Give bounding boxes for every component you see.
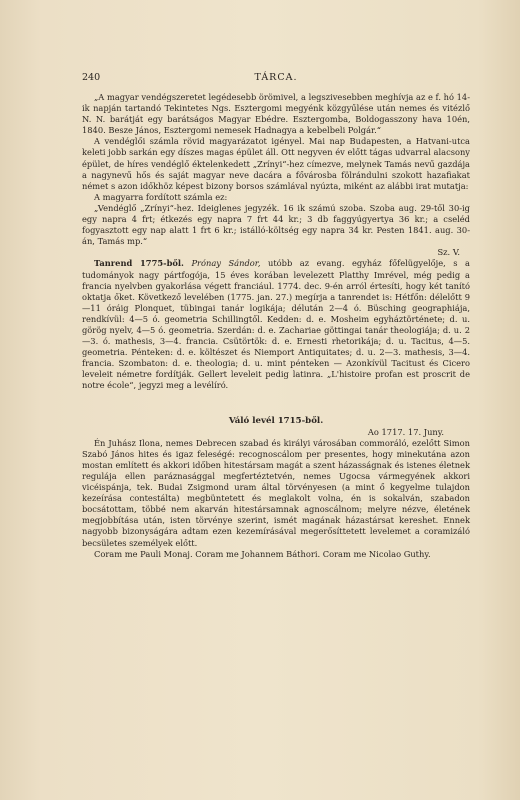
tanrend-text: utóbb az evang. egyház főfelügyelője, s a tudományok nagy pártfogója, 15 éves korában levelezett Platthy Imrével, még pedig a francia nyelvben gyakorlása végett franciául. 1774. dec. 9-én arról értesíti, hogy két tanító oktatja őket. Következő levelében (1775. jan. 27.) megírja a tanrendet is: Hétfőn: délelőtt 9—11 óráig Plonquet, tübingai tanár logikája; délután 2—4 ó. Büsching geographiája, rendkívül: 4—5 ó. geometria Schillingtől. Kedden: d. e. Mosheim egyháztörténete; d. u. görög nyelv, 4—5 ó. geometria. Szerdán: d. e. Zachariae göttingai tanár theologiája; d. u. 2—3. ó. mathesis, 3—4. francia. Csütörtök: d. e. Ernesti rhetorikája; d. u. Tacitus, 4—5. geometria. Pénteken: d. e. költészet és Niemport Antiquitates; d. u. 2—3. mathesis, 3—4. francia. Szombaton: d. e. theologia; d. u. mint pénteken — Azonkívül Tacitust és Cicero leveleit németre fordítják. Gellert leveleit pedig latinra. „L'histoire profan est proscrit de notre école“, jegyzi meg a levélíró. (82, 258, 470, 391)
signature-line (82, 247, 470, 258)
bill-paragraph (82, 203, 470, 247)
invitation-paragraph: „A magyar vendégszeretet legédesebb örömivel, a legszivesebben meghívja az e f. hó 14-ik napján tartandó Tekintetes Ngs. Esztergomi megyénk közgyűlése után nemes és vitézlő N. N. barátját egy barátságos Magyar Ebédre. Esztergomba, Boldogasszony hava 10én, 1840. Besze János, Esztergomi nemesek Hadnagya a kebelbeli Polgár.“ (82, 92, 470, 136)
page-body (82, 92, 470, 560)
person-name: Prónay Sándor, (191, 258, 261, 269)
signature: Sz. V. (437, 247, 460, 258)
page-number: 240 (82, 72, 101, 83)
explanation-paragraph: A vendéglői számla rövid magyarázatot igényel. Mai nap Budapesten, a Hatvani-utca keleti jobb sarkán egy díszes magas épület áll. Ott negyven év előtt tágas udvarral alacsony épület, de híres vendéglő éktelenkedett „Zrínyi“-hez címezve, melynek Tamás nevű gazdája a nagynevű hős és saját magyar neve dacára a fővárosba fölrándulni szokott hazafiakat német s azon időkhöz képest bizony borsos számlával nyúzta, miként az alábbi irat mutatja: (82, 136, 470, 191)
letter-date-line (82, 427, 470, 438)
translation-intro: A magyarra fordított számla ez: (94, 191, 228, 202)
witnesses: Coram me Pauli Monaj. Coram me Johannem Báthori. Coram me Nicolao Guthy. (94, 548, 431, 559)
page-header (82, 72, 470, 86)
section-title-valo-level: Váló levél 1715-ből. (228, 415, 324, 426)
letter-text: Én Juhász Ilona, nemes Debrecen szabad és királyi városában commoráló, ezelőtt Simon Szabó János hites és igaz feleségé: recognoscálom per presentes, hogy minekutána azon mostan említett és akkori időben hitestársam magát a szent házasságnak és istenes életnek regulája ellen paráznasággal megfertéztetvén, nemes Ugocsa vármegyének akkori vicéispánja, tek. Budai Zsigmond uram által törvényesen (a mint ő kegyelme tulajdon kezeírása contestálta) megbüntetett és meglakolt volna, én is sokalván, szabadon bocsátottam, többé nem akarván hitestársamnak agnoscálnom; melyre nézve, életének megjobbítása után, isten törvénye szerint, ismét magának házastársat kereshet. Ennek nagyobb bizonyságára adtam ezen kezemírásával megerősíttetett levelemet a coramizáló becsületes személyek előtt. (82, 437, 470, 548)
running-title: TÁRCA. (254, 72, 298, 83)
section-tanrend (82, 258, 470, 391)
section-title-tanrend: Tanrend 1775-ből. (94, 258, 184, 269)
bill-text: „Vendéglő „Zrínyi“-hez. Ideiglenes jegyzék. 16 ik számú szoba. Szoba aug. 29-től 30-ig egy napra 4 frt; étkezés egy napra 7 frt 44 kr.; 3 db faggyúgyertya 36 kr.; a cseléd fogyasztott egy nap alatt 1 frt 6 kr.; istálló-költség egy napra 34 kr. Pesten 1841. aug. 30-án, Tamás mp.“ (82, 202, 470, 247)
letter-date: Ao 1717. 17. Juny. (367, 426, 444, 437)
